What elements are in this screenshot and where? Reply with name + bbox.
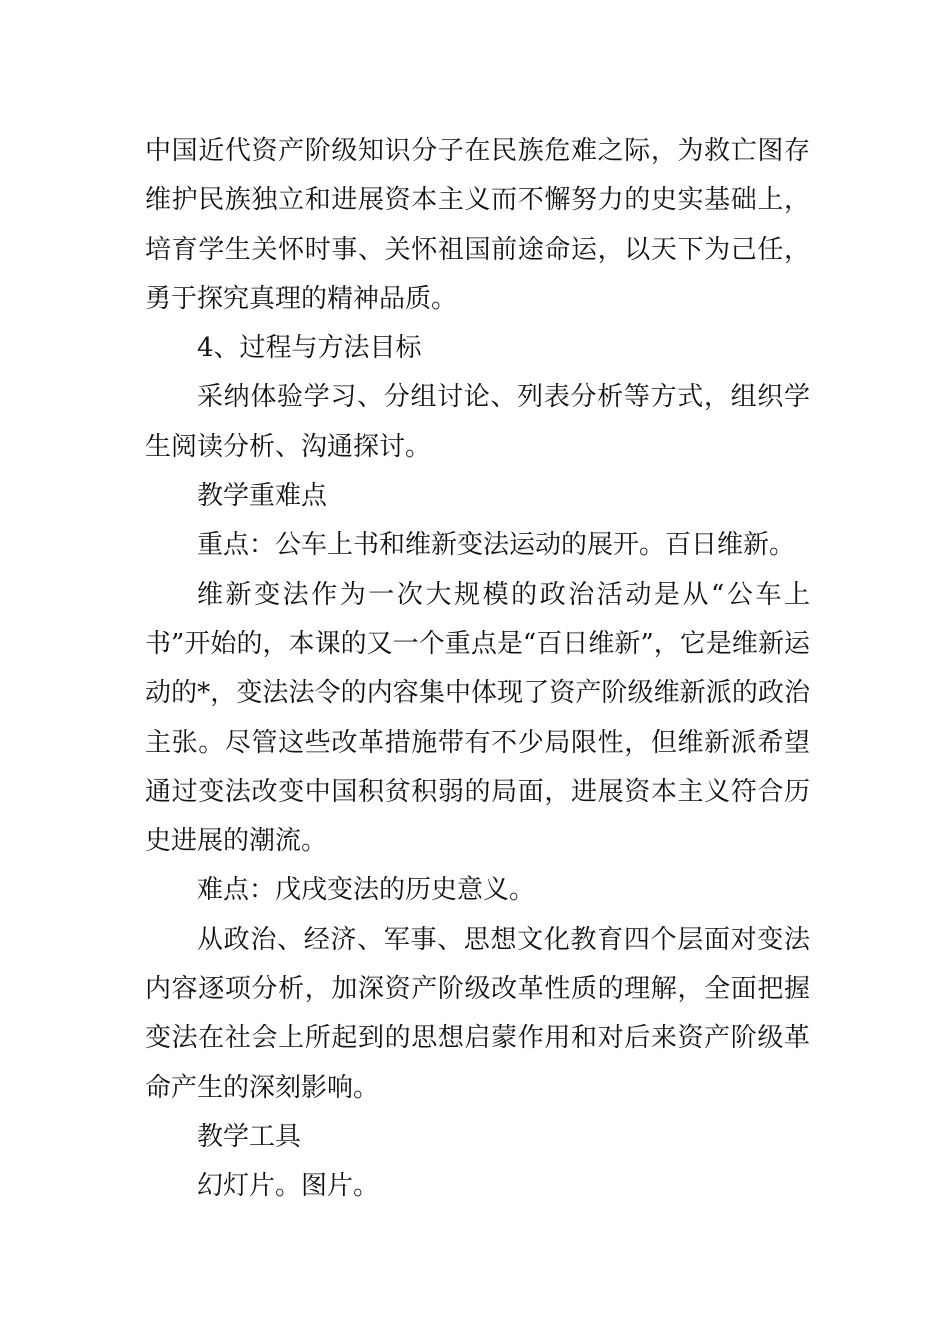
paragraph-key-point: 重点：公车上书和维新变法运动的展开。百日维新。 [197,530,796,561]
paragraph-continued-text: 中国近代资产阶级知识分子在民族危难之际，为救亡图存维护民族独立和进展资本主义而不懈努力的史实基础上，培育学生关怀时事、关怀祖国前途命运，以天下为己任，勇于探究真理的精神品质。 [145,136,810,314]
paragraph-teaching-methods: 采纳体验学习、分组讨论、列表分析等方式，组织学生阅读分析、沟通探讨。 [145,382,810,462]
heading-teaching-tools: 教学工具 [197,1121,302,1152]
heading-key-difficult-points: 教学重难点 [197,481,328,512]
heading-process-method-goal: 4、过程与方法目标 [197,333,422,364]
paragraph-difficult-point: 难点：戊戌变法的历史意义。 [197,875,536,906]
document-body [145,127,810,1212]
paragraph-difficult-point-explanation: 从政治、经济、军事、思想文化教育四个层面对变法内容逐项分析，加深资产阶级改革性质的理解，全面把握变法在社会上所起到的思想启蒙作用和对后来资产阶级革命产生的深刻影响。 [145,924,810,1103]
paragraph-key-point-explanation: 维新变法作为一次大规模的政治活动是从“公车上书”开始的，本课的又一个重点是“百日维新”，它是维新运动的*，变法法令的内容集中体现了资产阶级维新派的政治主张。尽管这些改革措施带有不少局限性，但维新派希望通过变法改变中国积贫积弱的局面，进展资本主义符合历史进展的潮流。 [145,579,810,857]
paragraph-teaching-tools: 幻灯片。图片。 [197,1171,380,1202]
